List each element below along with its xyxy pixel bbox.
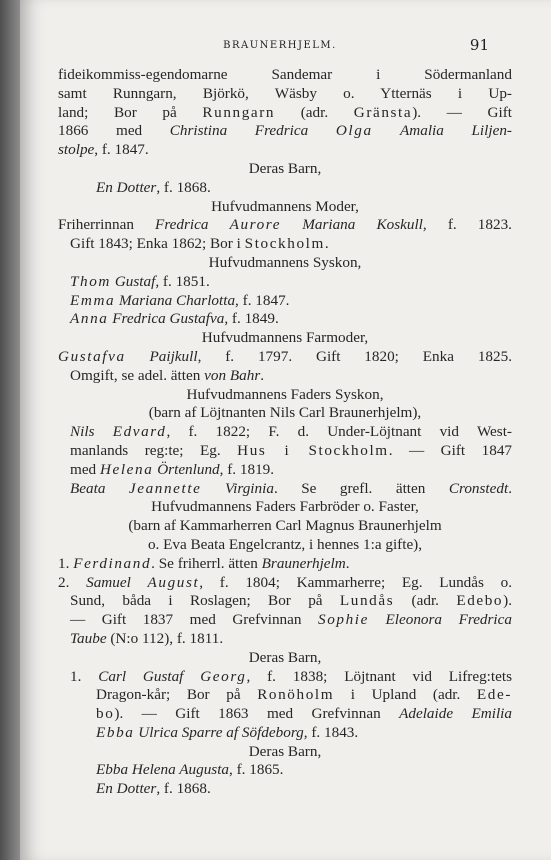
text-segment: Anna (70, 310, 109, 328)
section-heading (58, 160, 512, 179)
text-segment: Ronöholm (257, 686, 335, 704)
text-segment: , f. 1797. Gift 1820; Enka 1825. (197, 347, 512, 365)
text-segment: (adr. (275, 103, 354, 121)
text-segment: Ferdinand (73, 554, 152, 572)
text-segment: Nils (70, 423, 113, 441)
text-segment: Stockholm (244, 235, 325, 253)
text-segment: Christina Fredrica (169, 122, 336, 140)
text-segment: (barn af Löjtnanten Nils Carl Braunerhjelm), (148, 404, 422, 422)
text-segment: Paijkull (125, 347, 198, 365)
page-header (20, 34, 551, 58)
text-line (58, 442, 512, 461)
text-line (58, 592, 512, 611)
section-heading (58, 649, 512, 668)
text-line (58, 367, 512, 386)
section-heading (58, 254, 512, 273)
text-segment: Adelaide Emilia (399, 705, 512, 723)
section-heading (58, 329, 512, 348)
text-segment: Fredrica Gustafva (108, 310, 225, 328)
text-segment: Aurore (229, 216, 282, 234)
text-segment: — Gift 1837 med Grefvinnan (70, 611, 319, 629)
text-segment: Sund, båda i Roslagen; Bor på (70, 592, 340, 610)
text-line (58, 480, 512, 499)
text-line (58, 423, 512, 442)
text-line (58, 517, 512, 536)
text-segment: Edebo (456, 592, 504, 610)
text-segment: . Se friherrl. ätten (151, 554, 262, 572)
text-segment: Hus i Stockholm (237, 441, 389, 459)
text-line (58, 404, 512, 423)
text-line (58, 630, 512, 649)
text-line (58, 122, 512, 141)
text-segment: Edvard (112, 423, 167, 441)
section-heading (58, 386, 512, 405)
text-segment: Braunerhjelm (261, 554, 346, 572)
text-segment: samt Runngarn, Björkö, Wäsby o. Ytternäs i Up- (58, 84, 512, 102)
page-body-text (58, 66, 512, 799)
text-line (58, 141, 512, 160)
page-number: 91 (469, 36, 489, 54)
text-segment: Gränsta (353, 103, 413, 121)
text-segment: Thom (70, 272, 112, 290)
text-segment: , f. 1865. (229, 761, 284, 779)
text-segment: Gustafva (58, 347, 126, 365)
book-gutter-edge (0, 0, 20, 860)
text-segment: . (345, 554, 350, 572)
text-segment: . — Gift 1847 (388, 441, 513, 459)
text-segment: Deras Barn, (248, 159, 322, 177)
book-page (20, 0, 551, 860)
text-line (58, 574, 512, 593)
text-segment: Hufvudmannens Moder, (211, 197, 359, 215)
text-line (58, 216, 512, 235)
text-segment: Sophie (318, 611, 369, 629)
text-segment: Mariana Koskull (281, 216, 423, 234)
text-segment: Deras Barn, (248, 648, 322, 666)
text-segment: . (324, 235, 329, 253)
text-segment: Ede- (476, 686, 512, 704)
text-line (58, 461, 512, 480)
text-line (58, 686, 512, 705)
text-segment: Hufvudmannens Syskon, (208, 253, 362, 271)
text-segment: Gift 1843; Enka 1862; Bor i (70, 235, 245, 253)
text-segment: , f. 1804; Kammarherre; Eg. Lundås o. (199, 573, 513, 591)
text-segment: Helena (99, 460, 154, 478)
text-segment: , f. 1847. (235, 291, 290, 309)
text-line (58, 85, 512, 104)
text-segment: Mariana Charlotta (115, 291, 236, 309)
text-segment: Carl Gustaf (98, 667, 201, 685)
text-line (58, 780, 512, 799)
text-segment: ). (503, 592, 512, 610)
text-segment: Ebba (96, 723, 135, 741)
text-line (58, 292, 512, 311)
text-line (58, 273, 512, 292)
text-segment: Friherrinnan (58, 216, 156, 234)
text-line (58, 611, 512, 630)
text-segment: fideikommiss-egendomarne Sandemar i Södermanland (58, 66, 512, 83)
text-segment: bo (96, 705, 115, 723)
text-segment: Deras Barn, (248, 742, 322, 760)
text-segment: , f. 1849. (224, 310, 279, 328)
text-segment: , f. 1868. (156, 178, 211, 196)
text-segment: von Bahr (204, 366, 261, 384)
section-heading (58, 743, 512, 762)
text-segment: . (508, 479, 512, 497)
text-segment: Ulrica Sparre af Söfdeborg (134, 723, 304, 741)
text-segment: Eleonora Fredrica (368, 611, 512, 629)
text-segment: 1. (70, 667, 99, 685)
text-segment: i Upland (adr. (334, 686, 477, 704)
text-segment: , f. 1819. (219, 460, 275, 478)
text-segment: August (147, 573, 200, 591)
text-segment: Hufvudmannens Faders Syskon, (186, 385, 384, 403)
text-segment: , f. 1838; Löjtnant vid Lifreg:tets (246, 667, 512, 685)
text-segment: land; Bor på (58, 103, 203, 121)
text-segment: , f. 1823. (422, 216, 512, 234)
text-line (58, 705, 512, 724)
text-segment: Georg (200, 667, 247, 685)
text-segment: 1866 med (58, 122, 170, 140)
text-line (58, 235, 512, 254)
running-title: BRAUNERHJELM. (223, 40, 337, 51)
text-segment: Beata (70, 479, 129, 497)
text-line (58, 724, 512, 743)
text-segment: 1. (58, 554, 74, 572)
text-segment: manlands reg:te; Eg. (70, 441, 238, 459)
text-segment: Omgift, se adel. ätten (70, 366, 205, 384)
text-line (58, 668, 512, 687)
text-segment: . (260, 366, 265, 384)
text-segment: , f. 1851. (155, 272, 210, 290)
text-segment: med (70, 460, 100, 478)
text-segment: Virginia (201, 479, 274, 497)
text-line (58, 761, 512, 780)
text-segment: En Dotter (96, 178, 157, 196)
text-segment: Dragon-kår; Bor på (96, 686, 258, 704)
text-segment: , f. 1822; F. d. Under-Löjtnant vid West- (166, 423, 512, 441)
text-segment: Jeannette (128, 479, 202, 497)
text-segment: Ebba Helena Augusta (96, 761, 230, 779)
text-line (58, 179, 512, 198)
text-line (58, 555, 512, 574)
text-segment: Runngarn (202, 103, 276, 121)
text-segment: , f. 1868. (156, 780, 211, 798)
text-segment: . Se grefl. ätten (273, 479, 449, 497)
text-segment: En Dotter (96, 780, 157, 798)
text-segment: Cronstedt (448, 479, 509, 497)
text-segment: (barn af Kammarherren Carl Magnus Braunerhjelm (128, 517, 442, 535)
text-segment: Hufvudmannens Farmoder, (201, 329, 369, 347)
text-segment: Taube (70, 629, 107, 647)
text-line (58, 348, 512, 367)
text-line (58, 310, 512, 329)
text-segment: Olga (335, 122, 373, 140)
text-line (58, 536, 512, 555)
text-segment: o. Eva Beata Engelcrantz, i hennes 1:a gifte), (147, 535, 423, 553)
text-segment: Fredrica (155, 216, 230, 234)
section-heading (58, 498, 512, 517)
text-segment: Örtenlund (153, 460, 220, 478)
text-segment: ). — Gift 1863 med Grefvinnan (114, 705, 400, 723)
text-line (58, 66, 512, 85)
text-segment: stolpe (58, 141, 95, 159)
text-segment: (N:o 112), f. 1811. (106, 629, 224, 647)
text-segment: Hufvudmannens Faders Farbröder o. Faster, (151, 498, 419, 516)
text-segment: 2. (58, 573, 87, 591)
text-segment: , f. 1843. (303, 723, 359, 741)
text-segment: ). — Gift (412, 103, 512, 121)
section-heading (58, 198, 512, 217)
text-segment: Emma (70, 291, 116, 309)
text-segment: Lundås (339, 592, 395, 610)
text-segment: Gustaf (111, 272, 156, 290)
text-segment: Samuel (86, 573, 148, 591)
text-segment: (adr. (394, 592, 457, 610)
text-line (58, 104, 512, 123)
text-segment: Amalia Liljen- (372, 122, 512, 140)
text-segment: , f. 1847. (94, 141, 149, 159)
